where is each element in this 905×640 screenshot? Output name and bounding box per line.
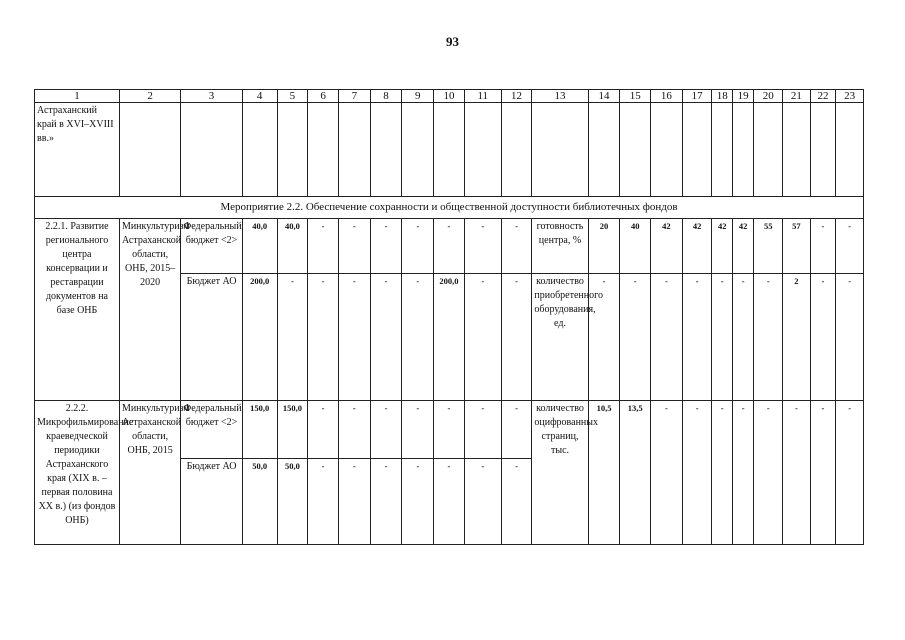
value-cell: - <box>402 459 434 545</box>
target-cell: 2 <box>783 274 811 401</box>
value-cell: - <box>402 274 434 401</box>
target-cell: - <box>712 274 732 401</box>
target-cell: - <box>836 401 864 545</box>
target-cell: - <box>732 401 753 545</box>
column-header-4: 4 <box>242 90 277 103</box>
item2-source-1: Федеральный бюджет <2> <box>181 401 242 459</box>
target-cell: - <box>754 274 783 401</box>
value-cell: - <box>338 219 370 274</box>
target-cell: 13,5 <box>620 401 651 545</box>
column-header-16: 16 <box>651 90 683 103</box>
column-header-13: 13 <box>532 90 588 103</box>
target-cell: - <box>620 274 651 401</box>
value-cell: - <box>464 219 501 274</box>
target-cell: - <box>810 219 836 274</box>
value-cell: - <box>308 274 339 401</box>
item2-row1 <box>35 401 864 459</box>
value-cell: 40,0 <box>242 219 277 274</box>
item2-name: 2.2.2. Микрофильмирование краеведческой периодики Астраханского края (XIX в. – первая половина XX в.) (из фондов ОНБ) <box>35 401 120 545</box>
target-cell: - <box>732 274 753 401</box>
value-cell: - <box>277 274 308 401</box>
value-cell: - <box>308 401 339 459</box>
column-header-18: 18 <box>712 90 732 103</box>
value-cell: - <box>402 219 434 274</box>
value-cell: - <box>501 459 532 545</box>
value-cell: - <box>338 274 370 401</box>
value-cell: 40,0 <box>277 219 308 274</box>
target-cell: - <box>712 401 732 545</box>
column-header-17: 17 <box>682 90 712 103</box>
column-header-15: 15 <box>620 90 651 103</box>
target-cell: - <box>810 274 836 401</box>
column-header-7: 7 <box>338 90 370 103</box>
column-header-14: 14 <box>588 90 620 103</box>
value-cell: - <box>370 459 402 545</box>
column-header-23: 23 <box>836 90 864 103</box>
item1-source-1: Федеральный бюджет <2> <box>181 219 242 274</box>
value-cell: 150,0 <box>242 401 277 459</box>
value-cell: - <box>338 401 370 459</box>
item1-indicator-1: готовность центра, % <box>532 219 588 274</box>
target-cell: 40 <box>620 219 651 274</box>
section-title: Мероприятие 2.2. Обеспечение сохранности и общественной доступности библиотечных фондов <box>35 197 864 219</box>
target-cell: 55 <box>754 219 783 274</box>
column-header-11: 11 <box>464 90 501 103</box>
target-cell: - <box>836 219 864 274</box>
value-cell: - <box>338 459 370 545</box>
value-cell: - <box>501 401 532 459</box>
value-cell: 50,0 <box>242 459 277 545</box>
item2-source-2: Бюджет АО <box>181 459 242 545</box>
item2-executor: Минкультуризм Астраханской области, ОНБ, 2015 <box>119 401 180 545</box>
item1-source-2: Бюджет АО <box>181 274 242 401</box>
item1-name: 2.2.1. Развитие регионального центра консервации и реставрации документов на базе ОНБ <box>35 219 120 401</box>
value-cell: - <box>370 274 402 401</box>
value-cell: - <box>434 219 465 274</box>
value-cell: 50,0 <box>277 459 308 545</box>
column-header-20: 20 <box>754 90 783 103</box>
target-cell: - <box>651 274 683 401</box>
column-header-5: 5 <box>277 90 308 103</box>
value-cell: - <box>501 219 532 274</box>
header-row <box>35 90 864 103</box>
section-row <box>35 197 864 219</box>
column-header-19: 19 <box>732 90 753 103</box>
item1-indicator-2: количество приобретенного оборудования, ед. <box>532 274 588 401</box>
item1-executor: Минкультуризм Астраханской области, ОНБ, 2015–2020 <box>119 219 180 401</box>
target-cell: - <box>682 401 712 545</box>
column-header-2: 2 <box>119 90 180 103</box>
value-cell: - <box>370 401 402 459</box>
target-cell: 42 <box>682 219 712 274</box>
value-cell: - <box>434 459 465 545</box>
value-cell: - <box>308 219 339 274</box>
item1-row1 <box>35 219 864 274</box>
column-header-1: 1 <box>35 90 120 103</box>
value-cell: - <box>402 401 434 459</box>
row0-name: Астраханский край в XVI–XVIII вв.» <box>35 103 120 197</box>
value-cell: - <box>464 274 501 401</box>
target-cell: 10,5 <box>588 401 620 545</box>
column-header-9: 9 <box>402 90 434 103</box>
target-cell: 42 <box>651 219 683 274</box>
row-continuation <box>35 103 864 197</box>
target-cell: 57 <box>783 219 811 274</box>
target-cell: - <box>836 274 864 401</box>
column-header-22: 22 <box>810 90 836 103</box>
target-cell: - <box>682 274 712 401</box>
target-cell: - <box>651 401 683 545</box>
program-table <box>34 89 864 545</box>
target-cell: - <box>588 274 620 401</box>
value-cell: - <box>434 401 465 459</box>
target-cell: 20 <box>588 219 620 274</box>
column-header-6: 6 <box>308 90 339 103</box>
value-cell: - <box>464 459 501 545</box>
column-header-10: 10 <box>434 90 465 103</box>
column-header-12: 12 <box>501 90 532 103</box>
value-cell: - <box>501 274 532 401</box>
target-cell: - <box>754 401 783 545</box>
column-header-8: 8 <box>370 90 402 103</box>
value-cell: 200,0 <box>242 274 277 401</box>
value-cell: - <box>464 401 501 459</box>
target-cell: - <box>783 401 811 545</box>
value-cell: - <box>308 459 339 545</box>
item2-indicator: количество оцифрованных страниц, тыс. <box>532 401 588 545</box>
target-cell: 42 <box>712 219 732 274</box>
value-cell: 150,0 <box>277 401 308 459</box>
target-cell: 42 <box>732 219 753 274</box>
target-cell: - <box>810 401 836 545</box>
column-header-3: 3 <box>181 90 242 103</box>
page-number: 93 <box>446 34 459 49</box>
value-cell: 200,0 <box>434 274 465 401</box>
value-cell: - <box>370 219 402 274</box>
column-header-21: 21 <box>783 90 811 103</box>
